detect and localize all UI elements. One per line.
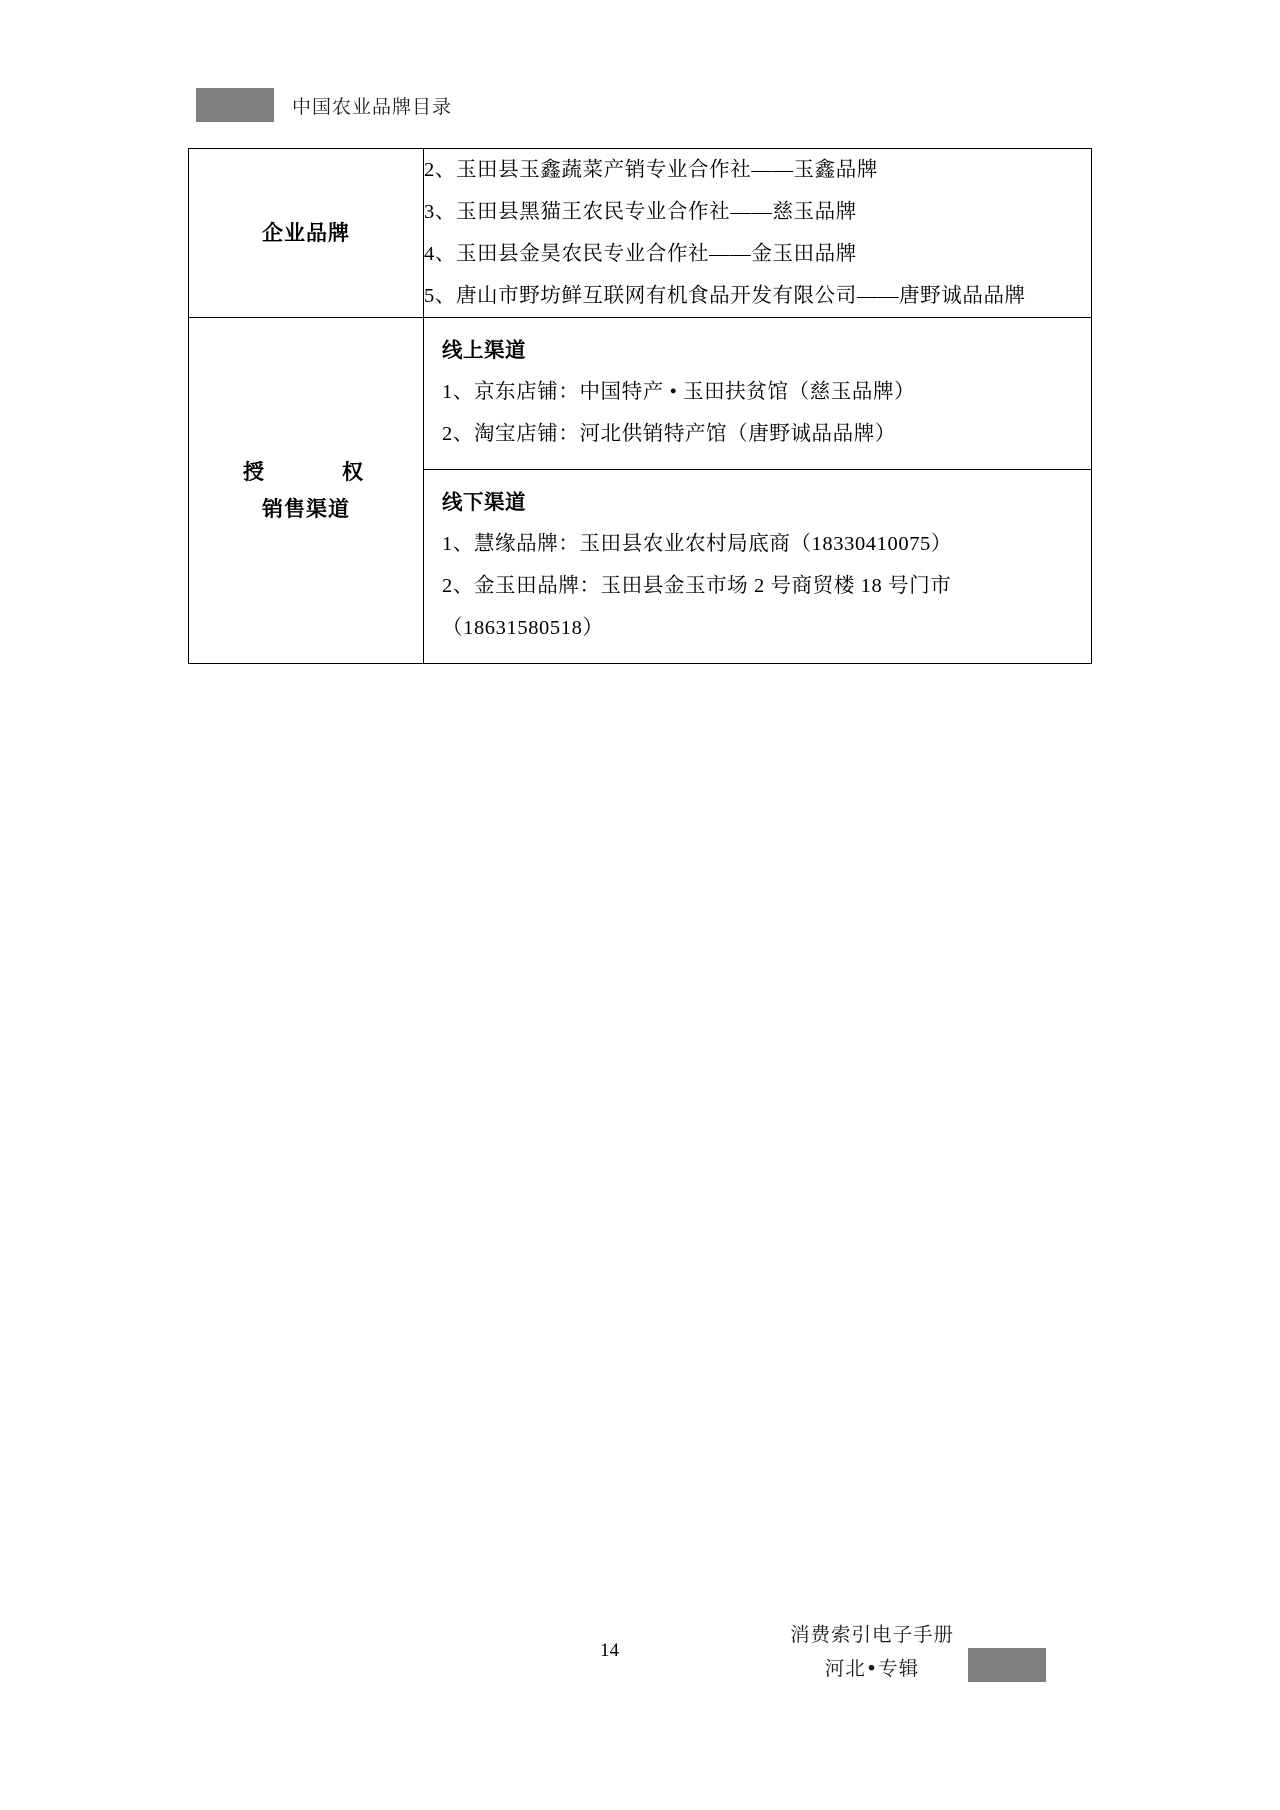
- brand-info-table: [188, 148, 1092, 664]
- footer-decorative-block: [968, 1648, 1046, 1682]
- table-row-sales-channel: [189, 318, 1092, 664]
- page-header: [196, 88, 452, 122]
- channel-subtable: [424, 318, 1091, 663]
- table-row-enterprise-brand: [189, 149, 1092, 318]
- row-label-line: 企业品牌: [262, 220, 350, 245]
- header-title: 中国农业品牌目录: [292, 95, 453, 118]
- channel-section-offline-cell: [424, 470, 1091, 664]
- row-label-enterprise-brand: [189, 149, 424, 318]
- row-label-sales-channel: [189, 318, 424, 664]
- list-item: 2、玉田县玉鑫蔬菜产销专业合作社——玉鑫品牌: [424, 159, 878, 181]
- channel-section-online: [424, 318, 1091, 470]
- channel-section-online-cell: [424, 318, 1091, 470]
- page-footer: [0, 1610, 1280, 1730]
- list-item: 2、淘宝店铺：河北供销特产馆（唐野诚品品牌）: [442, 423, 896, 446]
- section-heading-online: 线上渠道: [442, 338, 526, 363]
- list-item: 1、慧缘品牌：玉田县农业农村局底商（18330410075）: [442, 533, 952, 556]
- row-label-line: 销售渠道: [262, 496, 350, 521]
- footer-line-1: 消费索引电子手册: [790, 1623, 955, 1646]
- row-label-line: 授 权: [243, 459, 375, 484]
- row-content-sales-channel: [424, 318, 1092, 664]
- header-decorative-block: [196, 88, 274, 122]
- footer-line-2: 河北•专辑: [824, 1657, 920, 1681]
- list-item: 1、京东店铺：中国特产 • 玉田扶贫馆（慈玉品牌）: [442, 381, 916, 404]
- footer-brand: [790, 1618, 1046, 1686]
- row-content-enterprise-brand: [424, 149, 1092, 318]
- section-heading-offline: 线下渠道: [442, 490, 526, 515]
- channel-section-offline: [424, 470, 1091, 664]
- list-item: 3、玉田县黑猫王农民专业合作社——慈玉品牌: [424, 201, 857, 224]
- footer-text-block: [790, 1618, 954, 1686]
- list-item: 2、金玉田品牌：玉田县金玉市场 2 号商贸楼 18 号门市（18631580518）: [442, 575, 952, 640]
- page-number: 14: [600, 1640, 619, 1661]
- list-item: 5、唐山市野坊鲜互联网有机食品开发有限公司——唐野诚品品牌: [424, 285, 1026, 308]
- list-item: 4、玉田县金昊农民专业合作社——金玉田品牌: [424, 243, 857, 266]
